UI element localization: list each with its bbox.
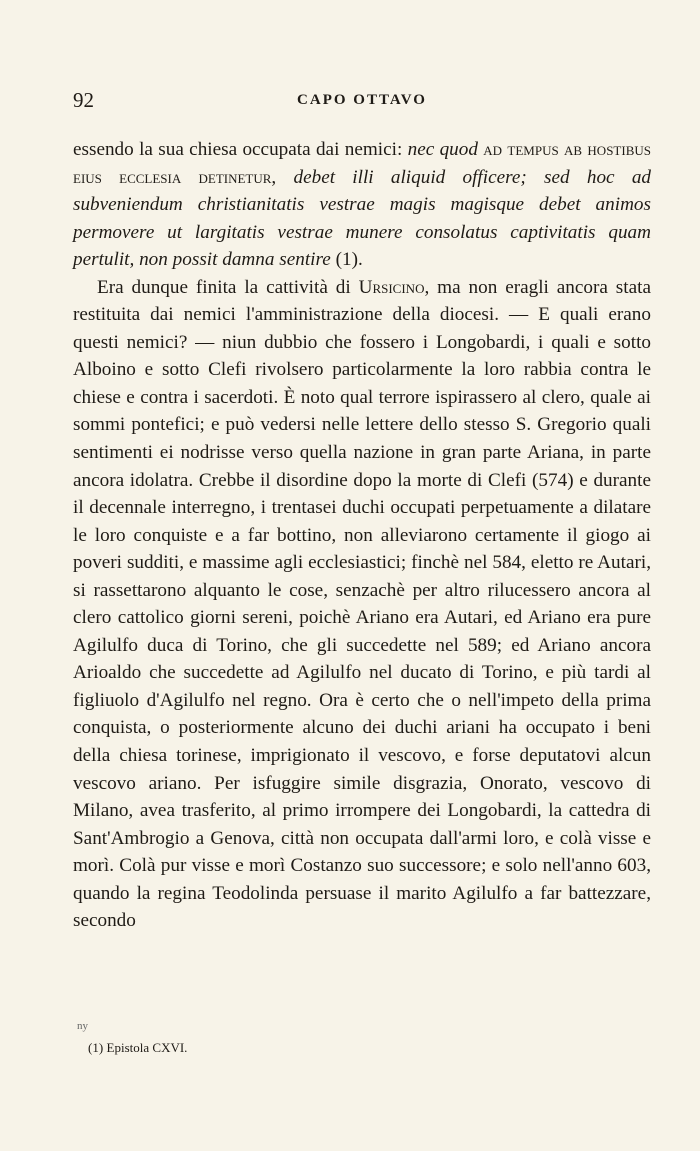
footnote-number: (1) <box>88 1040 104 1055</box>
paragraph <box>73 274 651 935</box>
footnote-reference: (1). <box>330 249 363 271</box>
latin-quote: nec quod <box>407 139 478 160</box>
page-number: 92 <box>73 88 94 112</box>
footnote <box>88 1040 187 1056</box>
text-run: , ma non eragli ancora stata restituita dai nemici l'amministrazione della diocesi. — E quali erano questi nemici? — niun dubbio che fossero i Longobardi, i quali e sotto Alboino e sotto Clefi rivolsero particolarmente la loro rabbia contra le chiese e contra i sacerdoti. È noto qual terrore ispirassero al clero, quale ai sommi pontefici; e può vedersi nelle lettere dello stesso S. Gregorio quali sentimenti ei nodrisse verso quella nazione in gran parte Ariana, in parte ancora idolatra. Crebbe il disordine dopo la morte di Clefi (574) e durante il decennale interregno, i trentasei duchi occupati perpetuamente a dilatare le loro conquiste e a far bottino, non alleviarono certamente il giogo ai poveri sudditi, e massime agli ecclesiastici; finchè nel 584, eletto re Autari, si rassettarono alquanto le cose, senzachè per altro rilucessero ancora al clero cattolico giorni sereni, poichè Ariano era Autari, ed Ariano era pure Agilulfo duca di Torino, che gli succedette nel 589; ed Ariano ancora Arioaldo che succedette ad Agilulfo nel ducato di Torino, e più tardi al figliuolo d'Agilulfo nel regno. Ora è certo che o nell'impeto della prima conquista, o posteriormente alcuno dei duchi ariani ha occupato i beni della chiesa torinese, imprigionato il vescovo, e forse deputatovi alcun vescovo ariano. Per isfuggire simile disgrazia, Onorato, vescovo di Milano, avea trasferito, al primo irrompere dei Longobardi, la cattedra di Sant'Ambrogio a Genova, città non occupata dall'armi loro, e colà visse e morì. Colà pur visse e morì Costanzo suo successore; e solo nell'anno 603, quando la regina Teodolinda persuase il marito Agilulfo a far battezzare, secondo <box>73 276 651 932</box>
running-head: CAPO OTTAVO <box>297 92 427 108</box>
page-header <box>73 88 651 118</box>
footnote-text: Epistola CXVI. <box>106 1040 188 1055</box>
latin-quote-small-caps: ad tempus ab hostibus eius ecclesia detinetur, <box>73 139 651 188</box>
latin-quote: debet illi aliquid officere; sed hoc ad subveniendum christianitatis vestrae magis magisque debet animos permovere ut largitatis vestrae munere consolatus captivitatis quam pertulit, non possit damna sentire <box>73 166 652 271</box>
body-text <box>73 136 651 935</box>
stray-mark: ny <box>77 1020 88 1032</box>
text-run: Era dunque finita la cattività di <box>97 276 359 298</box>
proper-name-small-caps: Ursicino <box>358 276 425 298</box>
text-run: essendo la sua chiesa occupata dai nemici: <box>73 139 408 160</box>
paragraph <box>73 136 651 274</box>
